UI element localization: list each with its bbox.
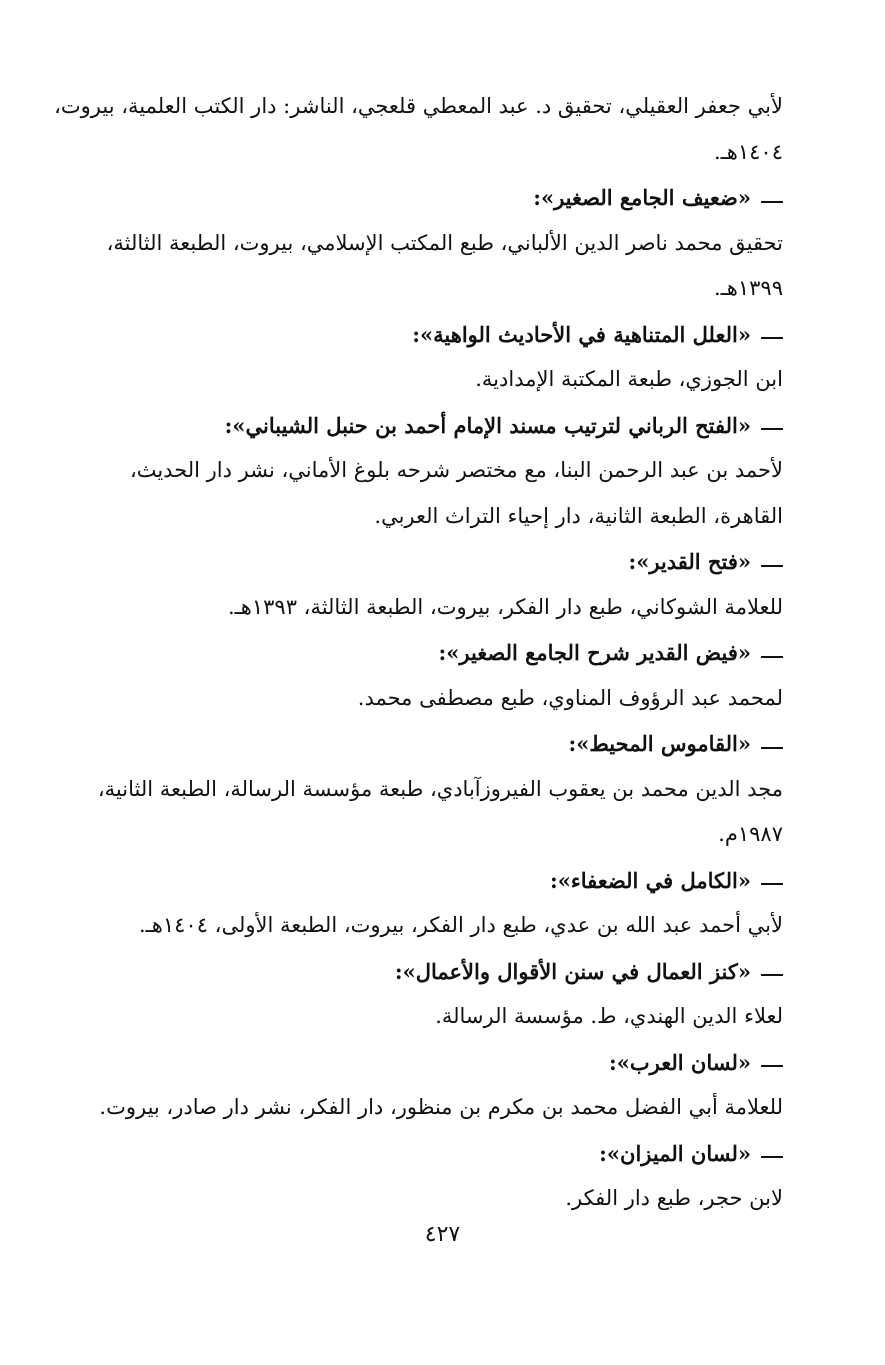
entry-text: ابن الجوزي، طبعة المكتبة الإمدادية. [475,367,783,391]
entry-text: لمحمد عبد الرؤوف المناوي، طبع مصطفى محمد. [357,685,783,710]
dash-icon [761,883,783,885]
entry-text: للعلامة أبي الفضل محمد بن مكرم بن منظور، دار الفكر، نشر دار صادر، بيروت. [99,1095,783,1119]
entry-text: تحقيق محمد ناصر الدين الألباني، طبع المكتب الإسلامي، بيروت، الطبعة الثالثة، [106,230,783,255]
entry-text: ١٣٩٩هـ. [713,276,783,300]
entry-title: «الكامل في الضعفاء»: [549,867,751,893]
entry-heading [73,858,783,904]
dash-icon [761,565,783,567]
entry-text: لعلاء الدين الهندي، ط. مؤسسة الرسالة. [435,1004,783,1028]
entry-text: لأبي جعفر العقيلي، تحقيق د. عبد المعطي قلعجي، الناشر: دار الكتب العلمية، بيروت، [54,94,783,118]
entry-text: لابن حجر، طبع دار الفكر. [565,1186,783,1210]
entry-title: «العلل المتناهية في الأحاديث الواهية»: [412,321,751,347]
entry-text: لأبي أحمد عبد الله بن عدي، طبع دار الفكر، بيروت، الطبعة الأولى، ١٤٠٤هـ. [138,913,783,937]
dash-icon [761,1065,783,1067]
entry-heading [73,630,783,676]
entry-text: مجد الدين محمد بن يعقوب الفيروزآبادي، طبعة مؤسسة الرسالة، الطبعة الثانية، [97,776,783,801]
entry-heading [73,949,783,995]
entry-title: «فيض القدير شرح الجامع الصغير»: [438,640,751,665]
entry-heading [73,175,783,221]
entry-title: «كنز العمال في سنن الأقوال والأعمال»: [394,958,751,984]
entry-heading [73,721,783,767]
entry-text: للعلامة الشوكاني، طبع دار الفكر، بيروت، الطبعة الثالثة، ١٣٩٣هـ. [227,594,783,619]
dash-icon [761,656,783,658]
entry-title: «ضعيف الجامع الصغير»: [533,185,751,210]
entry-title: «لسان الميزان»: [599,1140,751,1166]
dash-icon [761,747,783,749]
entry-title: «القاموس المحيط»: [568,731,751,756]
entry-title: «لسان العرب»: [609,1049,751,1075]
entry-heading [73,1040,783,1086]
page-number: ٤٢٧ [424,1222,461,1247]
entry-text: القاهرة، الطبعة الثانية، دار إحياء التراث العربي. [374,503,783,528]
entry-title: «الفتح الرباني لترتيب مسند الإمام أحمد بن حنبل الشيباني»: [224,412,751,438]
entry-heading [73,312,783,358]
dash-icon [761,428,783,430]
dash-icon [761,1156,783,1158]
entry-text: لأحمد بن عبد الرحمن البنا، مع مختصر شرحه بلوغ الأماني، نشر دار الحديث، [129,458,783,482]
dash-icon [761,201,783,203]
dash-icon [761,337,783,339]
bibliography-list [54,84,783,1222]
entry-heading [73,539,783,585]
dash-icon [761,974,783,976]
entry-title: «فتح القدير»: [628,549,751,574]
entry-text: ١٩٨٧م. [718,822,783,846]
entry-heading [73,403,783,449]
entry-heading [73,1131,783,1177]
entry-text: ١٤٠٤هـ. [713,139,783,164]
